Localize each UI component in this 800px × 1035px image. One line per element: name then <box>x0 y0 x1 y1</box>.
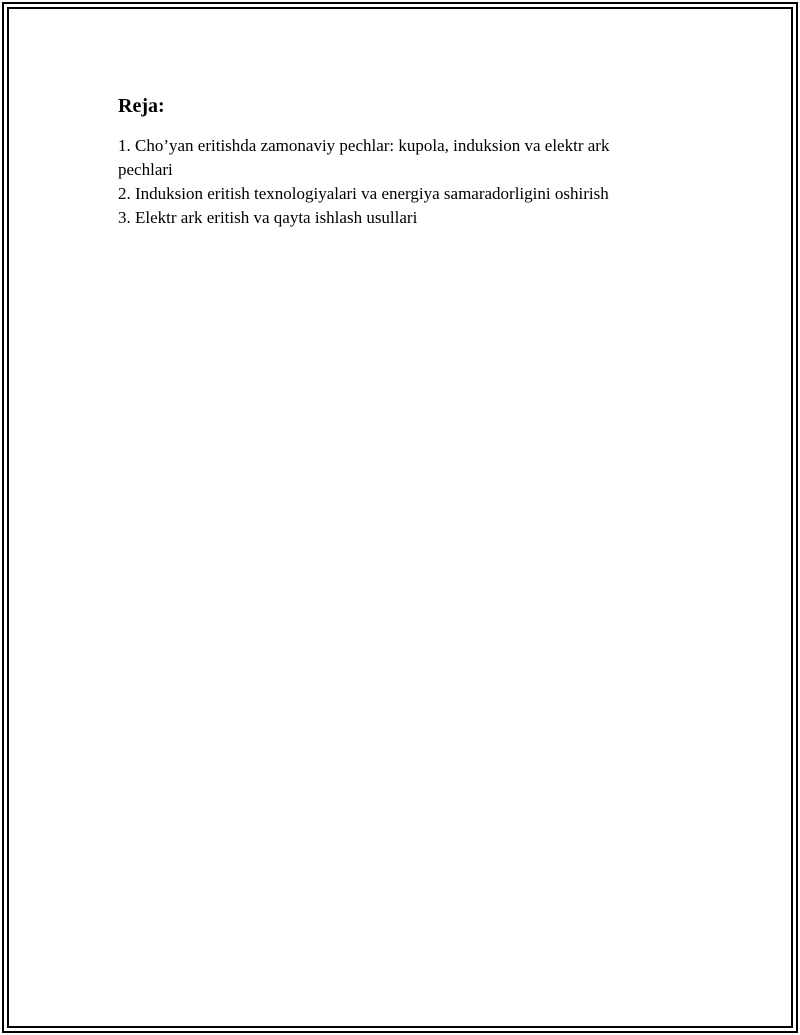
plan-item-3: 3. Elektr ark eritish va qayta ishlash usullari <box>118 208 418 227</box>
plan-item-2: 2. Induksion eritish texnologiyalari va energiya samaradorligini oshirish <box>118 184 609 203</box>
plan-item-1: 1. Cho’yan eritishda zamonaviy pechlar: kupola, induksion va elektr ark pechlari <box>118 136 610 179</box>
plan-heading: Reja: <box>118 95 165 117</box>
document-body <box>118 94 658 230</box>
plan-list <box>118 134 658 230</box>
